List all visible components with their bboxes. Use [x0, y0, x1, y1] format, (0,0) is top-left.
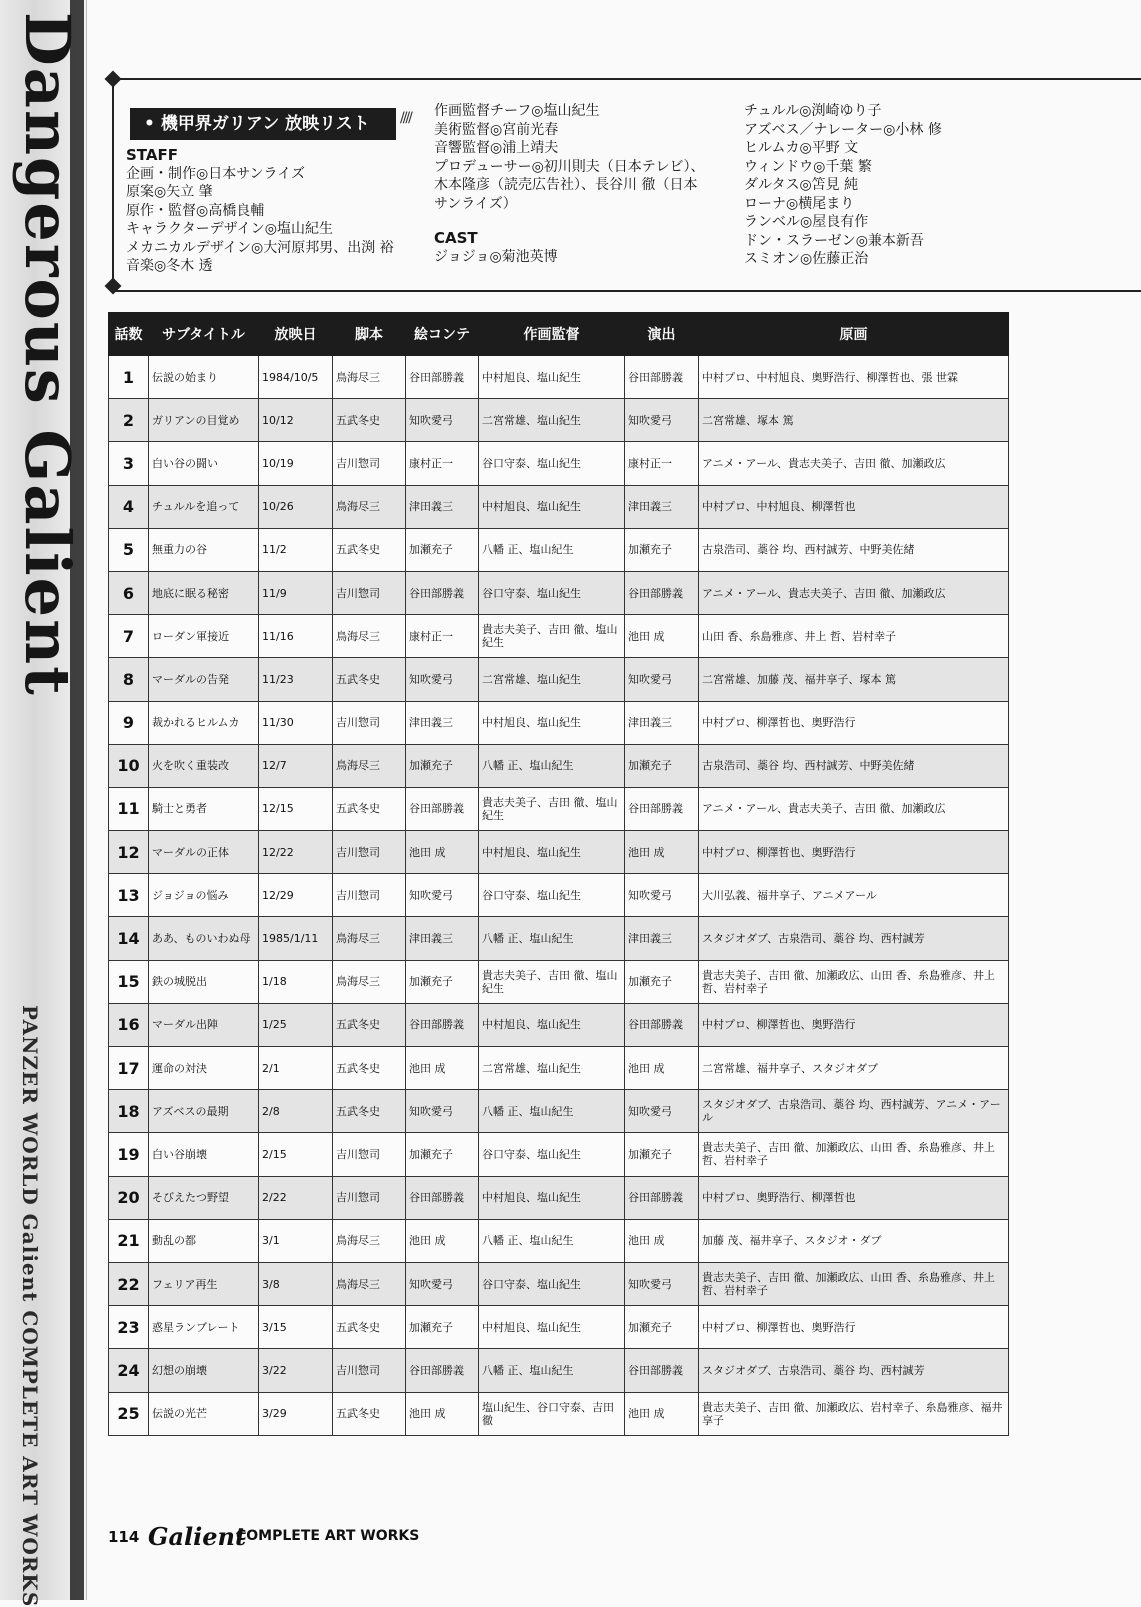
table-row	[109, 1090, 1009, 1133]
cell-air-date: 3/8	[259, 1262, 333, 1305]
cell-subtitle: そびえたつ野望	[149, 1176, 259, 1219]
cell-episode-no: 14	[109, 917, 149, 960]
cell-episode-no: 18	[109, 1090, 149, 1133]
cell-key-animation: 中村プロ、中村旭良、奥野浩行、柳澤哲也、張 世霖	[699, 356, 1009, 399]
cell-key-animation: 大川弘義、福井享子、アニメアール	[699, 874, 1009, 917]
cell-storyboard: 知吹愛弓	[406, 874, 479, 917]
cell-script: 鳥海尽三	[333, 485, 406, 528]
spine-title: Dangerous Galient	[11, 12, 84, 697]
cell-storyboard: 加瀬充子	[406, 1306, 479, 1349]
cell-episode-no: 2	[109, 399, 149, 442]
header-animation-director: 作画監督	[479, 313, 625, 356]
staff-column-2	[434, 102, 705, 266]
staff-line: 音楽◎冬木 透	[126, 258, 213, 274]
cast-line: アズベス／ナレーター◎小林 修	[744, 121, 942, 138]
staff-line: サンライズ）	[434, 195, 517, 212]
cell-air-date: 3/1	[259, 1219, 333, 1262]
cell-episode-director: 加瀬充子	[625, 1306, 699, 1349]
cell-episode-director: 知吹愛弓	[625, 1090, 699, 1133]
table-row	[109, 917, 1009, 960]
table-row	[109, 701, 1009, 744]
cell-storyboard: 津田義三	[406, 485, 479, 528]
cell-subtitle: ああ、ものいわぬ母	[149, 917, 259, 960]
cell-subtitle: 鉄の城脱出	[149, 960, 259, 1003]
staff-cast-box	[112, 78, 1141, 292]
cell-script: 吉川惣司	[333, 442, 406, 485]
cell-air-date: 2/15	[259, 1133, 333, 1176]
cell-air-date: 1/18	[259, 960, 333, 1003]
cell-episode-no: 25	[109, 1392, 149, 1435]
staff-line: 音響監督◎浦上靖夫	[434, 140, 559, 156]
cell-episode-director: 津田義三	[625, 917, 699, 960]
cell-storyboard: 知吹愛弓	[406, 399, 479, 442]
cell-episode-director: 池田 成	[625, 1047, 699, 1090]
cell-episode-no: 16	[109, 1003, 149, 1046]
cell-episode-no: 4	[109, 485, 149, 528]
cell-key-animation: 二宮常雄、福井享子、スタジオダブ	[699, 1047, 1009, 1090]
cell-key-animation: 中村プロ、柳澤哲也、奥野浩行	[699, 1003, 1009, 1046]
cell-script: 五武冬史	[333, 1090, 406, 1133]
table-row	[109, 399, 1009, 442]
cell-key-animation: 中村プロ、柳澤哲也、奥野浩行	[699, 831, 1009, 874]
cell-script: 鳥海尽三	[333, 917, 406, 960]
cell-storyboard: 谷田部勝義	[406, 356, 479, 399]
cell-animation-director: 八幡 正、塩山紀生	[479, 1090, 625, 1133]
cell-animation-director: 二宮常雄、塩山紀生	[479, 399, 625, 442]
cell-script: 吉川惣司	[333, 571, 406, 614]
staff-line: 原作・監督◎高橋良輔	[126, 202, 265, 219]
cell-script: 五武冬史	[333, 528, 406, 571]
cell-script: 五武冬史	[333, 1392, 406, 1435]
table-row	[109, 485, 1009, 528]
cell-subtitle: 地底に眠る秘密	[149, 571, 259, 614]
cell-episode-no: 15	[109, 960, 149, 1003]
cell-key-animation: 貴志夫美子、吉田 徹、加瀬政広、山田 香、糸島雅彦、井上 哲、岩村幸子	[699, 1262, 1009, 1305]
bullet-icon: •	[144, 114, 155, 134]
cell-script: 吉川惣司	[333, 1349, 406, 1392]
cell-episode-no: 17	[109, 1047, 149, 1090]
cell-episode-no: 20	[109, 1176, 149, 1219]
cell-episode-director: 津田義三	[625, 485, 699, 528]
cell-episode-director: 知吹愛弓	[625, 874, 699, 917]
cell-storyboard: 加瀬充子	[406, 744, 479, 787]
cell-animation-director: 中村旭良、塩山紀生	[479, 831, 625, 874]
cell-air-date: 2/1	[259, 1047, 333, 1090]
cell-script: 鳥海尽三	[333, 960, 406, 1003]
cell-key-animation: 二宮常雄、塚本 篤	[699, 399, 1009, 442]
cell-script: 五武冬史	[333, 399, 406, 442]
cell-storyboard: 康村正一	[406, 615, 479, 658]
cell-key-animation: 中村プロ、奥野浩行、柳澤哲也	[699, 1176, 1009, 1219]
staff-line: メカニカルデザイン◎大河原邦男、出渕 裕	[126, 239, 394, 256]
cell-episode-no: 23	[109, 1306, 149, 1349]
cell-air-date: 1984/10/5	[259, 356, 333, 399]
cell-subtitle: ジョジョの悩み	[149, 874, 259, 917]
galient-logo: Galient	[148, 1522, 247, 1551]
cell-storyboard: 康村正一	[406, 442, 479, 485]
cell-key-animation: 貴志夫美子、吉田 徹、加瀬政広、岩村幸子、糸島雅彦、福井享子	[699, 1392, 1009, 1435]
staff-line: プロデューサー◎初川則夫（日本テレビ）、	[434, 158, 705, 175]
header-script: 脚本	[333, 313, 406, 356]
cell-episode-director: 谷田部勝義	[625, 1349, 699, 1392]
header-episode-no: 話数	[109, 313, 149, 356]
corner-diamond-icon	[105, 71, 122, 88]
table-row	[109, 1306, 1009, 1349]
cell-storyboard: 加瀬充子	[406, 960, 479, 1003]
cell-episode-no: 11	[109, 787, 149, 830]
cell-storyboard: 池田 成	[406, 1219, 479, 1262]
cell-air-date: 2/8	[259, 1090, 333, 1133]
cell-key-animation: スタジオダブ、古泉浩司、藁谷 均、西村誠芳	[699, 1349, 1009, 1392]
cell-episode-no: 7	[109, 615, 149, 658]
cell-animation-director: 谷口守泰、塩山紀生	[479, 442, 625, 485]
cell-key-animation: スタジオダブ、古泉浩司、藁谷 均、西村誠芳	[699, 917, 1009, 960]
cell-storyboard: 池田 成	[406, 831, 479, 874]
cell-key-animation: スタジオダブ、古泉浩司、藁谷 均、西村誠芳、アニメ・アール	[699, 1090, 1009, 1133]
cell-air-date: 10/12	[259, 399, 333, 442]
cell-animation-director: 谷口守泰、塩山紀生	[479, 571, 625, 614]
cell-key-animation: アニメ・アール、貴志夫美子、吉田 徹、加瀬政広	[699, 787, 1009, 830]
cell-storyboard: 津田義三	[406, 701, 479, 744]
cell-animation-director: 中村旭良、塩山紀生	[479, 701, 625, 744]
cell-episode-director: 谷田部勝義	[625, 1176, 699, 1219]
cell-animation-director: 貴志夫美子、吉田 徹、塩山紀生	[479, 960, 625, 1003]
cell-subtitle: 裁かれるヒルムカ	[149, 701, 259, 744]
cell-episode-director: 池田 成	[625, 1219, 699, 1262]
header-key-animation: 原画	[699, 313, 1009, 356]
cell-storyboard: 加瀬充子	[406, 1133, 479, 1176]
cell-subtitle: 惑星ランブレート	[149, 1306, 259, 1349]
cell-episode-director: 谷田部勝義	[625, 787, 699, 830]
cell-episode-no: 13	[109, 874, 149, 917]
cell-key-animation: 加藤 茂、福井享子、スタジオ・ダブ	[699, 1219, 1009, 1262]
cast-line: ランベル◎屋良有作	[744, 214, 869, 230]
cell-air-date: 3/29	[259, 1392, 333, 1435]
cell-script: 吉川惣司	[333, 874, 406, 917]
cell-episode-director: 知吹愛弓	[625, 658, 699, 701]
table-row	[109, 442, 1009, 485]
header-episode-director: 演出	[625, 313, 699, 356]
cell-script: 鳥海尽三	[333, 356, 406, 399]
table-row	[109, 1219, 1009, 1262]
cell-key-animation: アニメ・アール、貴志夫美子、吉田 徹、加瀬政広	[699, 442, 1009, 485]
cell-air-date: 1985/1/11	[259, 917, 333, 960]
cell-air-date: 11/30	[259, 701, 333, 744]
header-air-date: 放映日	[259, 313, 333, 356]
table-row	[109, 571, 1009, 614]
cell-subtitle: 火を吹く重装改	[149, 744, 259, 787]
cell-key-animation: 中村プロ、柳澤哲也、奥野浩行	[699, 1306, 1009, 1349]
cell-episode-director: 知吹愛弓	[625, 399, 699, 442]
cell-air-date: 3/22	[259, 1349, 333, 1392]
cell-animation-director: 谷口守泰、塩山紀生	[479, 1262, 625, 1305]
staff-line: 木本隆彦（読売広告社）、長谷川 徹（日本	[434, 177, 698, 193]
book-spine	[0, 0, 87, 1607]
table-row	[109, 1262, 1009, 1305]
cell-script: 吉川惣司	[333, 831, 406, 874]
cell-animation-director: 八幡 正、塩山紀生	[479, 917, 625, 960]
cell-animation-director: 貴志夫美子、吉田 徹、塩山紀生	[479, 615, 625, 658]
cell-episode-director: 谷田部勝義	[625, 571, 699, 614]
table-row	[109, 1133, 1009, 1176]
cell-storyboard: 谷田部勝義	[406, 1176, 479, 1219]
cell-animation-director: 八幡 正、塩山紀生	[479, 1349, 625, 1392]
cell-storyboard: 谷田部勝義	[406, 571, 479, 614]
cell-episode-director: 加瀬充子	[625, 1133, 699, 1176]
table-row	[109, 356, 1009, 399]
cell-script: 五武冬史	[333, 1047, 406, 1090]
cell-episode-no: 6	[109, 571, 149, 614]
cell-subtitle: ガリアンの目覚め	[149, 399, 259, 442]
cast-line: ローナ◎横尾まり	[744, 195, 855, 212]
staff-line: 企画・制作◎日本サンライズ	[126, 165, 305, 182]
staff-line: 美術監督◎宮前光春	[434, 121, 559, 138]
cell-episode-director: 池田 成	[625, 831, 699, 874]
cell-key-animation: 二宮常雄、加藤 茂、福井享子、塚本 篤	[699, 658, 1009, 701]
cast-column	[744, 102, 942, 269]
table-header-row	[109, 313, 1009, 356]
table-body	[109, 356, 1009, 1436]
cell-subtitle: マーダル出陣	[149, 1003, 259, 1046]
cell-subtitle: フェリア再生	[149, 1262, 259, 1305]
cell-animation-director: 八幡 正、塩山紀生	[479, 744, 625, 787]
cell-air-date: 11/23	[259, 658, 333, 701]
cell-air-date: 2/22	[259, 1176, 333, 1219]
cell-air-date: 11/16	[259, 615, 333, 658]
staff-column-1	[126, 144, 394, 276]
table-row	[109, 1392, 1009, 1435]
cell-script: 五武冬史	[333, 658, 406, 701]
cell-subtitle: 伝説の始まり	[149, 356, 259, 399]
cell-subtitle: マーダルの告発	[149, 658, 259, 701]
cell-air-date: 1/25	[259, 1003, 333, 1046]
table-row	[109, 960, 1009, 1003]
cell-storyboard: 池田 成	[406, 1047, 479, 1090]
table-row	[109, 874, 1009, 917]
cell-episode-director: 加瀬充子	[625, 960, 699, 1003]
cast-line: チュルル◎渕崎ゆり子	[744, 103, 882, 119]
cell-storyboard: 知吹愛弓	[406, 1262, 479, 1305]
cell-episode-no: 22	[109, 1262, 149, 1305]
cell-air-date: 3/15	[259, 1306, 333, 1349]
cell-subtitle: 白い谷の闘い	[149, 442, 259, 485]
cast-line: ダルタス◎笘見 純	[744, 177, 859, 193]
cell-episode-no: 9	[109, 701, 149, 744]
cell-animation-director: 中村旭良、塩山紀生	[479, 356, 625, 399]
cell-air-date: 12/22	[259, 831, 333, 874]
cell-key-animation: 山田 香、糸島雅彦、井上 哲、岩村幸子	[699, 615, 1009, 658]
cell-script: 五武冬史	[333, 1003, 406, 1046]
table-row	[109, 658, 1009, 701]
cell-key-animation: 中村プロ、柳澤哲也、奥野浩行	[699, 701, 1009, 744]
cell-storyboard: 池田 成	[406, 1392, 479, 1435]
cell-episode-no: 1	[109, 356, 149, 399]
staff-line: キャラクターデザイン◎塩山紀生	[126, 221, 333, 237]
cell-script: 鳥海尽三	[333, 615, 406, 658]
cell-episode-director: 谷田部勝義	[625, 356, 699, 399]
cell-animation-director: 塩山紀生、谷口守泰、吉田 徹	[479, 1392, 625, 1435]
cell-subtitle: 白い谷崩壊	[149, 1133, 259, 1176]
cell-episode-director: 加瀬充子	[625, 744, 699, 787]
table-row	[109, 615, 1009, 658]
cell-key-animation: 古泉浩司、藁谷 均、西村誠芳、中野美佐緒	[699, 744, 1009, 787]
cell-air-date: 12/15	[259, 787, 333, 830]
cell-episode-director: 康村正一	[625, 442, 699, 485]
cell-air-date: 11/2	[259, 528, 333, 571]
cell-subtitle: ローダン軍接近	[149, 615, 259, 658]
cell-episode-no: 12	[109, 831, 149, 874]
cell-subtitle: 騎士と勇者	[149, 787, 259, 830]
cell-script: 吉川惣司	[333, 1176, 406, 1219]
cast-line: ジョジョ◎菊池英博	[434, 248, 558, 265]
cell-subtitle: アズベスの最期	[149, 1090, 259, 1133]
page-number: 114	[108, 1528, 140, 1546]
table-row	[109, 1349, 1009, 1392]
cast-line: ウィンドウ◎千葉 繁	[744, 158, 872, 175]
cell-animation-director: 八幡 正、塩山紀生	[479, 1219, 625, 1262]
spine-subtitle: PANZER WORLD Galient COMPLETE ART WORKS	[18, 1005, 42, 1607]
staff-heading: STAFF	[126, 146, 178, 164]
cell-episode-no: 21	[109, 1219, 149, 1262]
cast-heading: CAST	[434, 229, 478, 247]
cell-animation-director: 中村旭良、塩山紀生	[479, 1306, 625, 1349]
table-row	[109, 744, 1009, 787]
cell-air-date: 10/26	[259, 485, 333, 528]
cell-key-animation: 古泉浩司、藁谷 均、西村誠芳、中野美佐緒	[699, 528, 1009, 571]
table-row	[109, 528, 1009, 571]
cell-air-date: 12/7	[259, 744, 333, 787]
table-row	[109, 1047, 1009, 1090]
cell-key-animation: 貴志夫美子、吉田 徹、加瀬政広、山田 香、糸島雅彦、井上 哲、岩村幸子	[699, 960, 1009, 1003]
table-row	[109, 1003, 1009, 1046]
staff-line: 作画監督チーフ◎塩山紀生	[434, 103, 600, 119]
cell-subtitle: 伝説の光芒	[149, 1392, 259, 1435]
cell-episode-director: 津田義三	[625, 701, 699, 744]
cell-subtitle: チュルルを追って	[149, 485, 259, 528]
cell-script: 鳥海尽三	[333, 1262, 406, 1305]
section-title: • 機甲界ガリアン 放映リスト	[130, 108, 396, 140]
cell-subtitle: 幻想の崩壊	[149, 1349, 259, 1392]
cell-animation-director: 谷口守泰、塩山紀生	[479, 1133, 625, 1176]
cast-line: スミオン◎佐藤正治	[744, 251, 869, 267]
cell-animation-director: 中村旭良、塩山紀生	[479, 485, 625, 528]
cell-storyboard: 谷田部勝義	[406, 1003, 479, 1046]
cast-line: ヒルムカ◎平野 文	[744, 140, 859, 156]
cell-episode-director: 加瀬充子	[625, 528, 699, 571]
cell-storyboard: 谷田部勝義	[406, 787, 479, 830]
cell-key-animation: アニメ・アール、貴志夫美子、吉田 徹、加瀬政広	[699, 571, 1009, 614]
cell-subtitle: 運命の対決	[149, 1047, 259, 1090]
cell-storyboard: 谷田部勝義	[406, 1349, 479, 1392]
cell-key-animation: 貴志夫美子、吉田 徹、加瀬政広、山田 香、糸島雅彦、井上 哲、岩村幸子	[699, 1133, 1009, 1176]
cell-storyboard: 津田義三	[406, 917, 479, 960]
cell-storyboard: 知吹愛弓	[406, 658, 479, 701]
cell-script: 鳥海尽三	[333, 744, 406, 787]
table-row	[109, 831, 1009, 874]
cell-animation-director: 中村旭良、塩山紀生	[479, 1003, 625, 1046]
cell-air-date: 10/19	[259, 442, 333, 485]
cell-animation-director: 二宮常雄、塩山紀生	[479, 658, 625, 701]
episode-table	[108, 312, 1009, 1436]
cell-script: 五武冬史	[333, 1306, 406, 1349]
cell-air-date: 11/9	[259, 571, 333, 614]
cell-subtitle: 無重力の谷	[149, 528, 259, 571]
table-row	[109, 1176, 1009, 1219]
cell-episode-no: 8	[109, 658, 149, 701]
cell-episode-no: 24	[109, 1349, 149, 1392]
table-row	[109, 787, 1009, 830]
cell-episode-director: 池田 成	[625, 615, 699, 658]
corner-diamond-icon	[105, 278, 122, 295]
cell-animation-director: 貴志夫美子、吉田 徹、塩山紀生	[479, 787, 625, 830]
cell-episode-director: 谷田部勝義	[625, 1003, 699, 1046]
cell-script: 鳥海尽三	[333, 1219, 406, 1262]
cell-animation-director: 八幡 正、塩山紀生	[479, 528, 625, 571]
cell-episode-no: 19	[109, 1133, 149, 1176]
staff-line: 原案◎矢立 肇	[126, 184, 213, 200]
cell-episode-no: 10	[109, 744, 149, 787]
cell-animation-director: 二宮常雄、塩山紀生	[479, 1047, 625, 1090]
cell-episode-no: 5	[109, 528, 149, 571]
title-hatch-decoration: ////	[400, 110, 411, 126]
cell-animation-director: 中村旭良、塩山紀生	[479, 1176, 625, 1219]
cell-episode-no: 3	[109, 442, 149, 485]
header-subtitle: サブタイトル	[149, 313, 259, 356]
cell-episode-director: 知吹愛弓	[625, 1262, 699, 1305]
cell-script: 吉川惣司	[333, 1133, 406, 1176]
header-storyboard: 絵コンテ	[406, 313, 479, 356]
cell-script: 五武冬史	[333, 787, 406, 830]
cell-subtitle: 動乱の都	[149, 1219, 259, 1262]
cell-script: 吉川惣司	[333, 701, 406, 744]
footer-subtitle: COMPLETE ART WORKS	[236, 1528, 420, 1544]
cell-subtitle: マーダルの正体	[149, 831, 259, 874]
cast-line: ドン・スラーゼン◎兼本新吾	[744, 232, 924, 249]
cell-storyboard: 知吹愛弓	[406, 1090, 479, 1133]
cell-storyboard: 加瀬充子	[406, 528, 479, 571]
cell-episode-director: 池田 成	[625, 1392, 699, 1435]
cell-air-date: 12/29	[259, 874, 333, 917]
cell-key-animation: 中村プロ、中村旭良、柳澤哲也	[699, 485, 1009, 528]
cell-animation-director: 谷口守泰、塩山紀生	[479, 874, 625, 917]
